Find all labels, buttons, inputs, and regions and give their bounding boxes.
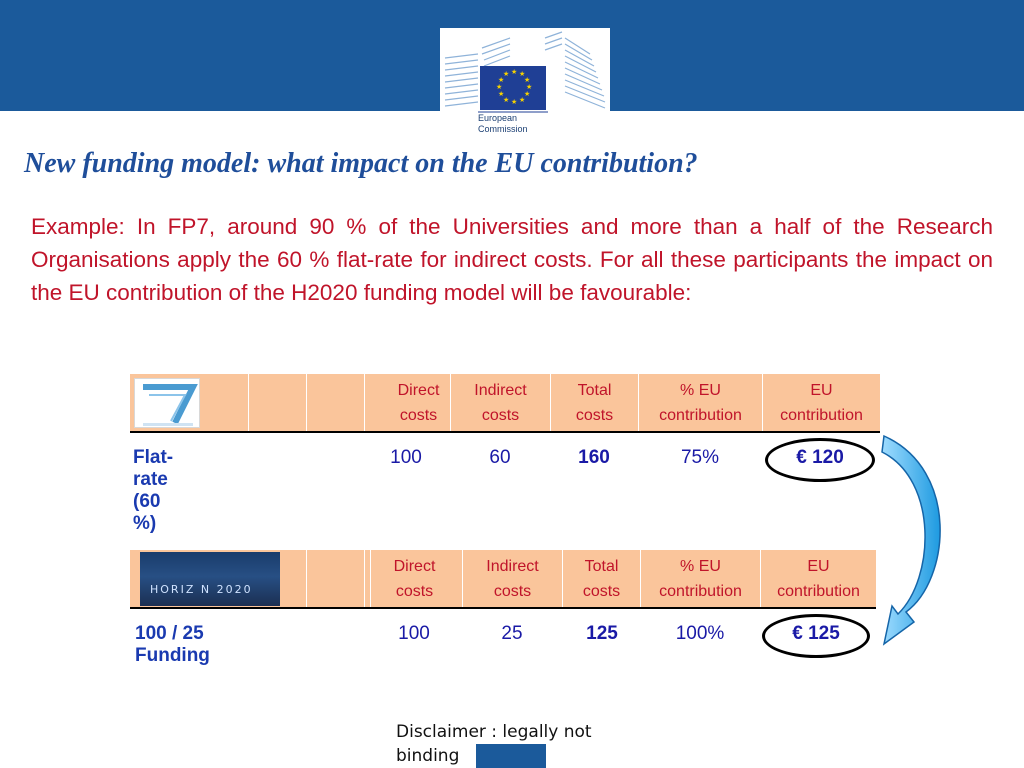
h2020-header-total: Total costs	[562, 550, 640, 608]
h2020-row-label: 100 / 25 Funding	[135, 623, 210, 666]
svg-text:★: ★	[503, 70, 510, 78]
fp7-indirect-value: 60	[489, 447, 511, 468]
svg-text:★: ★	[524, 76, 531, 84]
fp7-header-pct-eu: % EU contribution	[638, 374, 762, 432]
disclaimer-text: Disclaimer : legally not binding	[396, 722, 592, 766]
h2020-header-indirect: Indirect costs	[462, 550, 562, 608]
h2020-indirect-value: 25	[501, 623, 523, 644]
h2020-header-eu: EU contribution	[760, 550, 876, 608]
h2020-header-direct: Direct costs	[370, 550, 458, 608]
svg-text:★: ★	[498, 76, 505, 84]
svg-text:★: ★	[524, 90, 531, 98]
fp7-eu-value: € 120	[796, 447, 844, 468]
svg-text:★: ★	[498, 90, 505, 98]
fp7-header-indirect: Indirect costs	[450, 374, 550, 432]
slide-title: New funding model: what impact on the EU contribution?	[24, 148, 698, 179]
fp7-pct-value: 75%	[680, 447, 720, 468]
fp7-row-label: Flat-rate (60 %)	[133, 447, 174, 534]
horizon-2020-logo-text: HORIZ N 2020	[150, 583, 253, 596]
logo-line-2: Commission	[478, 124, 528, 134]
svg-text:★: ★	[503, 96, 510, 104]
svg-text:★: ★	[511, 68, 518, 76]
svg-text:★: ★	[496, 83, 503, 91]
svg-text:★: ★	[519, 70, 526, 78]
fp7-direct-value: 100	[390, 447, 422, 468]
h2020-eu-value: € 125	[792, 623, 840, 644]
fp7-header-total: Total costs	[550, 374, 638, 432]
fp7-total-value: 160	[578, 447, 610, 468]
svg-text:★: ★	[511, 98, 518, 106]
logo-line-1: European	[478, 113, 518, 123]
svg-text:★: ★	[519, 96, 526, 104]
h2020-direct-value: 100	[398, 623, 430, 644]
h2020-total-value: 125	[586, 623, 618, 644]
svg-text:★: ★	[526, 83, 533, 91]
fp7-header-eu: EU contribution	[762, 374, 880, 432]
h2020-header-pct-eu: % EU contribution	[640, 550, 760, 608]
h2020-pct-value: 100%	[675, 623, 725, 644]
fp7-header-direct: Direct costs	[364, 374, 472, 432]
body-paragraph: Example: In FP7, around 90 % of the Universities and more than a half of the Research Organisations apply the 60 % flat-rate for indirect costs. For all these participants the impact on the EU contribution of the H2020 funding model will be favourable:	[31, 214, 993, 305]
